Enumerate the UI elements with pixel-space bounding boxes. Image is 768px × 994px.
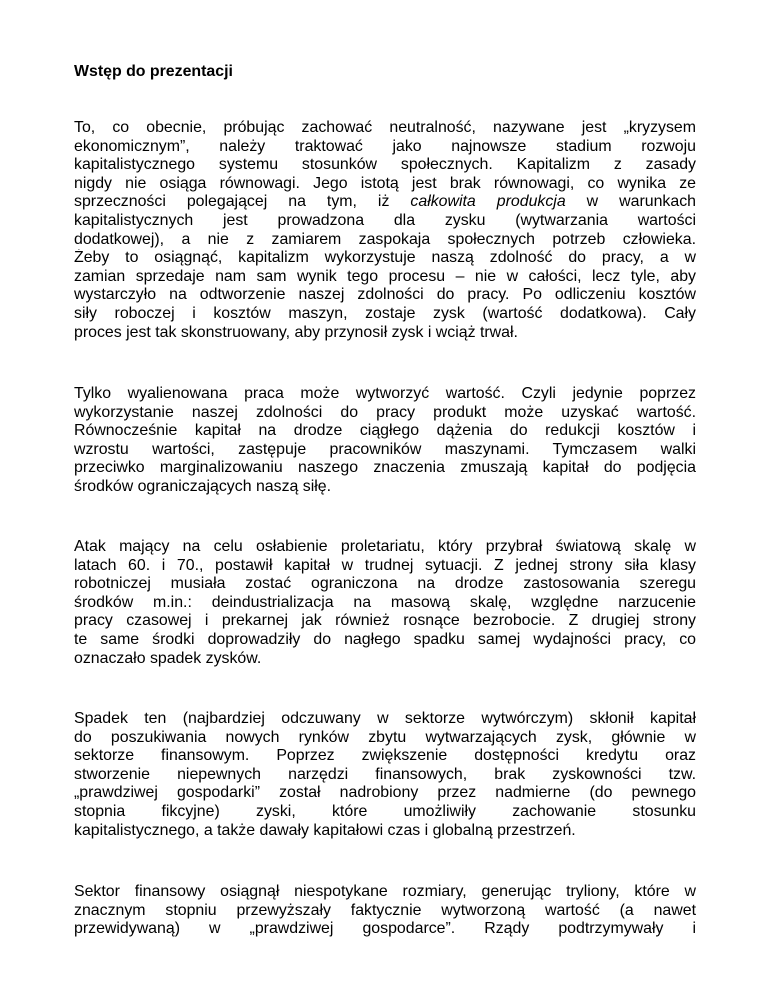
- paragraph-line: zamian sprzedaje nam sam wynik tego procesu – nie w całości, lecz tyle, aby: [74, 267, 696, 285]
- paragraph-2: [74, 385, 696, 497]
- paragraph-line: „prawdziwej gospodarki” został nadrobiony przez nadmierne (do pewnego: [74, 784, 696, 802]
- paragraph-line: To, co obecnie, próbując zachować neutralność, nazywane jest „kryzysem: [74, 119, 696, 136]
- paragraph-line: przeciwko marginalizowaniu naszego znaczenia zmuszają kapitał do podjęcia: [74, 459, 696, 477]
- paragraph-line: stworzenie niepewnych narzędzi finansowych, brak zyskowności tzw.: [74, 765, 696, 783]
- document-heading: Wstęp do prezentacji: [74, 63, 233, 80]
- line-segment: w warunkach: [586, 193, 696, 211]
- paragraph-line: Atak mający na celu osłabienie proletariatu, który przybrał światową skalę w: [74, 538, 696, 555]
- paragraph-line: pracy czasowej i prekarnej jak również rosnące bezrobocie. Z drugiej strony: [74, 612, 696, 630]
- line-segment: sprzeczności polegającej na tym, iż: [74, 193, 411, 211]
- paragraph-line: kapitalistycznego, a także dawały kapitałowi czas i globalną przestrzeń.: [74, 821, 576, 839]
- paragraph-line: Spadek ten (najbardziej odczuwany w sektorze wytwórczym) skłonił kapitał: [74, 710, 696, 727]
- paragraph-line: te same środki doprowadziły do nagłego spadku samej wydajności pracy, co: [74, 630, 696, 648]
- paragraph-5: [74, 883, 696, 939]
- paragraph-line: wystarczyło na odtworzenie naszej zdolności do pracy. Po odliczeniu kosztów: [74, 286, 696, 304]
- paragraph-line: dodatkowej), a nie z zamiarem zaspokaja społecznych potrzeb człowieka.: [74, 230, 696, 248]
- paragraph-line: oznaczało spadek zysków.: [74, 649, 262, 667]
- paragraph-line: kapitalistycznych jest prowadzona dla zysku (wytwarzania wartości: [74, 211, 696, 229]
- paragraph-line: wzrostu wartości, zastępuje pracowników maszynami. Tymczasem walki: [74, 440, 696, 458]
- paragraph-line: nigdy nie osiąga równowagi. Jego istotą jest brak równowagi, co wynika ze: [74, 174, 696, 192]
- emphasis-text: całkowita produkcja: [410, 193, 566, 211]
- paragraph-line: robotniczej musiała zostać ograniczona na drodze zastosowania szeregu: [74, 575, 696, 593]
- paragraph-line: środków ograniczających naszą siłę.: [74, 477, 332, 495]
- paragraph-line: Żeby to osiągnąć, kapitalizm wykorzystuje naszą zdolność do pracy, a w: [74, 249, 696, 267]
- paragraph-1: [74, 119, 696, 342]
- paragraph-line: środków m.in.: deindustrializacja na masową skalę, względne narzucenie: [74, 593, 696, 611]
- paragraph-3: [74, 538, 696, 668]
- paragraph-line: latach 60. i 70., postawił kapitał w trudnej sytuacji. Z jednej strony siła klasy: [74, 556, 696, 574]
- paragraph-line: do poszukiwania nowych rynków zbytu wytwarzających zysk, głównie w: [74, 728, 696, 746]
- paragraph-line: proces jest tak skonstruowany, aby przynosił zysk i wciąż trwał.: [74, 323, 518, 341]
- paragraph-line: wykorzystanie naszej zdolności do pracy produkt może uzyskać wartość.: [74, 403, 696, 421]
- paragraph-line: Sektor finansowy osiągnął niespotykane rozmiary, generując tryliony, które w: [74, 883, 696, 900]
- paragraph-line: sektorze finansowym. Poprzez zwiększenie dostępności kredytu oraz: [74, 747, 696, 765]
- paragraph-line: stopnia fikcyjne) zyski, które umożliwiły zachowanie stosunku: [74, 802, 696, 820]
- paragraph-line: siły roboczej i kosztów maszyn, zostaje zysk (wartość dodatkowa). Cały: [74, 304, 696, 322]
- paragraph-4: [74, 710, 696, 840]
- paragraph-line: znacznym stopniu przewyższały faktycznie wytworzoną wartość (a nawet: [74, 901, 696, 919]
- paragraph-line: kapitalistycznego systemu stosunków społecznych. Kapitalizm z zasady: [74, 156, 696, 174]
- paragraph-line-with-emphasis: [74, 193, 696, 212]
- paragraph-line: przewidywaną) w „prawdziwej gospodarce”. Rządy podtrzymywały i: [74, 920, 696, 938]
- paragraph-line: Równocześnie kapitał na drodze ciągłego dążenia do redukcji kosztów i: [74, 422, 696, 440]
- paragraph-line: ekonomicznym”, należy traktować jako najnowsze stadium rozwoju: [74, 137, 696, 155]
- paragraph-line: Tylko wyalienowana praca może wytworzyć wartość. Czyli jedynie poprzez: [74, 385, 696, 402]
